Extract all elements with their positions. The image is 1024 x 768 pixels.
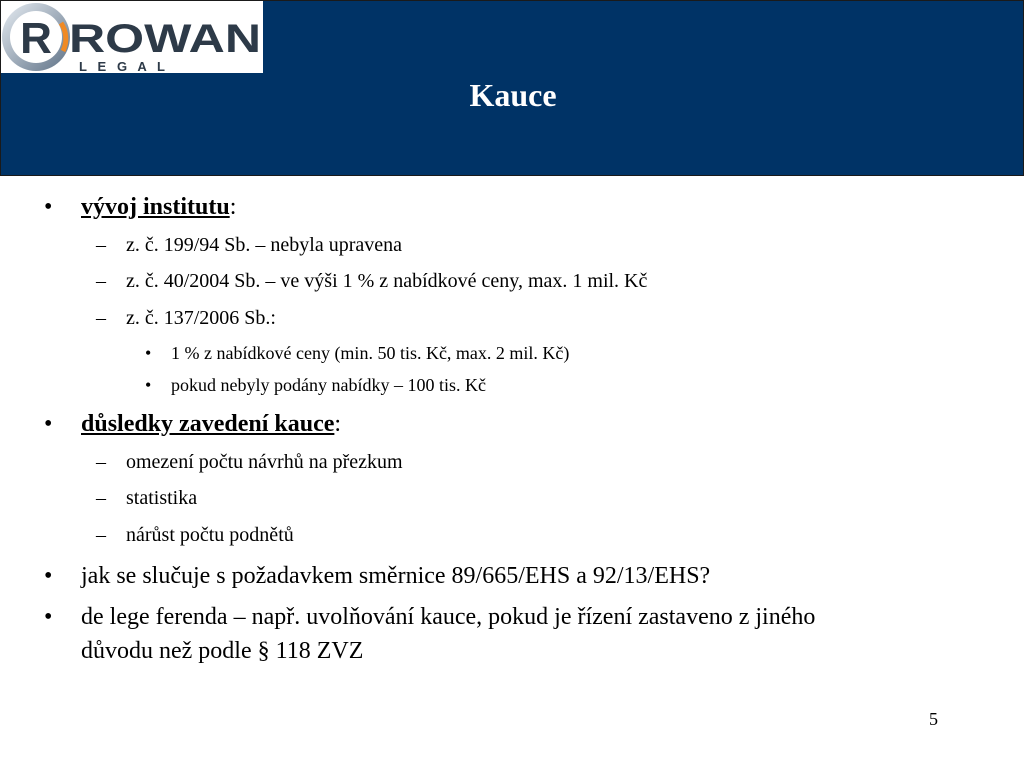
dash-marker: – — [96, 307, 106, 329]
bullet-text — [81, 190, 236, 224]
bullet-heading: důsledky zavedení kauce — [81, 411, 335, 437]
list-item-text: statistika — [126, 487, 198, 509]
sub-list-item-text: 1 % z nabídkové ceny (min. 50 tis. Kč, max. 2 mil. Kč) — [171, 343, 570, 363]
list-item-text: z. č. 199/94 Sb. – nebyla upravena — [126, 234, 403, 256]
logo-graphic — [1, 1, 263, 73]
sub-bullet-marker: • — [145, 375, 152, 395]
dash-marker: – — [96, 234, 106, 256]
slide-header — [0, 0, 1024, 176]
list-item-text: z. č. 137/2006 Sb.: — [126, 307, 276, 329]
dash-marker: – — [96, 451, 106, 473]
page-number: 5 — [929, 709, 938, 729]
bullet-text-line-2: důvodu než podle § 118 ZVZ — [81, 638, 364, 664]
bullet-text-line-1: de lege ferenda – např. uvolňování kauce, pokud je řízení zastaveno z jiného — [81, 604, 816, 630]
bullet-heading-suffix: : — [334, 411, 342, 437]
bullet-marker: • — [44, 604, 53, 630]
list-item-text: z. č. 40/2004 Sb. – ve výši 1 % z nabídkové ceny, max. 1 mil. Kč — [126, 270, 648, 292]
dash-marker: – — [96, 270, 106, 292]
bullet-marker: • — [44, 411, 53, 437]
bullet-text: jak se slučuje s požadavkem směrnice 89/665/EHS a 92/13/EHS? — [81, 563, 711, 589]
bullet-text — [81, 407, 341, 441]
sub-list-item-text: pokud nebyly podány nabídky – 100 tis. Kč — [171, 375, 486, 395]
bullet-marker: • — [44, 194, 53, 220]
slide-title: Kauce — [469, 77, 557, 113]
logo-letter: R — [20, 14, 52, 63]
list-item-text: nárůst počtu podnětů — [126, 524, 294, 546]
dash-marker: – — [96, 487, 106, 509]
list-item-text: omezení počtu návrhů na přezkum — [126, 451, 403, 473]
dash-marker: – — [96, 524, 106, 546]
bullet-heading-suffix: : — [229, 194, 237, 220]
bullet-marker: • — [44, 563, 53, 589]
rowan-legal-logo — [1, 1, 263, 73]
bullet-heading: vývoj institutu — [81, 194, 230, 220]
sub-bullet-marker: • — [145, 343, 152, 363]
logo-sub: L E G A L — [79, 59, 165, 73]
logo-name: ROWAN — [69, 17, 261, 61]
